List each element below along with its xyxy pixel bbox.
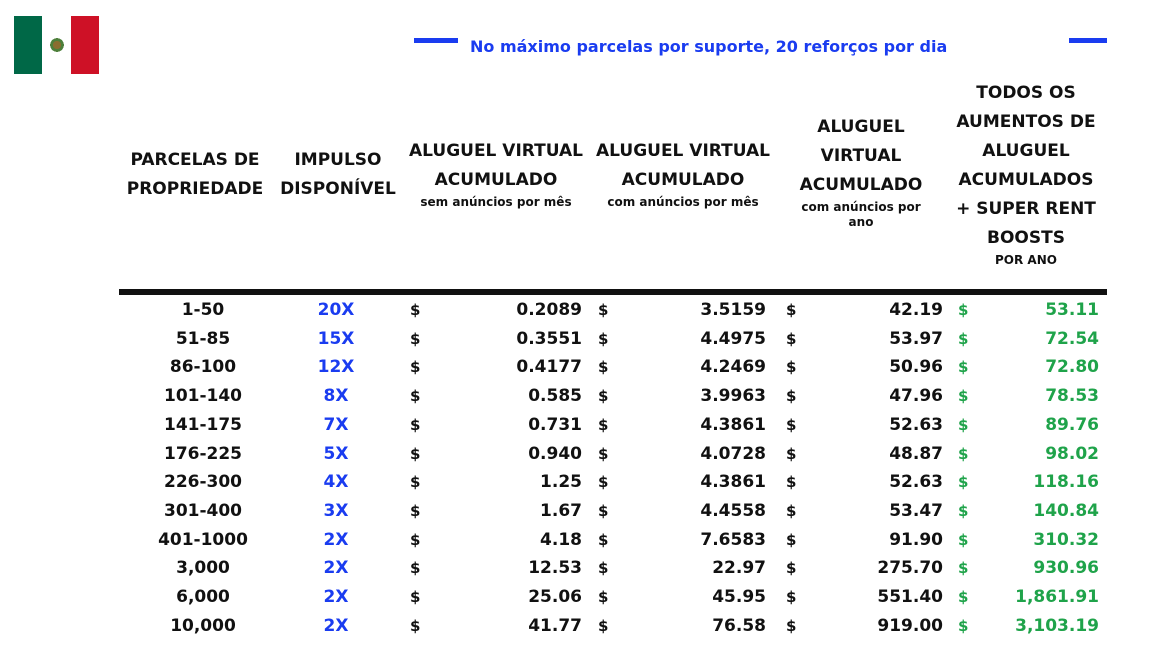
dollar-sign: $ — [598, 415, 609, 434]
header-yearly-ads-label: ALUGUEL VIRTUAL ACUMULADO — [799, 117, 923, 195]
cell-boost: 12X — [317, 357, 355, 378]
header-boost-label: IMPULSO DISPONÍVEL — [280, 150, 396, 199]
cell-parcels: 51-85 — [175, 328, 231, 349]
dollar-sign: $ — [410, 358, 421, 377]
cell-monthly-ads: 4.2469 — [700, 357, 766, 378]
table-row — [0, 382, 1157, 411]
dollar-sign: $ — [786, 616, 797, 635]
header-yearly-ads — [788, 113, 934, 230]
dollar-sign: $ — [598, 329, 609, 348]
cell-monthly-no-ads: 0.585 — [528, 386, 582, 407]
cell-yearly-ads: 551.40 — [877, 587, 943, 607]
cell-parcels: 86-100 — [169, 357, 237, 378]
dollar-sign: $ — [598, 501, 609, 520]
table-row — [0, 296, 1157, 325]
dollar-sign: $ — [410, 588, 421, 606]
cell-yearly-all: 118.16 — [1033, 472, 1099, 493]
dollar-sign: $ — [958, 559, 969, 578]
cell-yearly-all: 98.02 — [1045, 443, 1099, 464]
header-parcels-label: PARCELAS DE PROPRIEDADE — [126, 150, 264, 199]
cell-yearly-all: 89.76 — [1045, 414, 1099, 435]
flag-emblem-icon — [49, 37, 65, 53]
dollar-sign: $ — [410, 473, 421, 492]
dollar-sign: $ — [958, 588, 969, 606]
flag-stripe-green — [14, 16, 42, 74]
cell-monthly-ads: 76.58 — [712, 615, 766, 636]
dollar-sign: $ — [598, 387, 609, 406]
cell-yearly-ads: 53.47 — [889, 500, 943, 521]
dollar-sign: $ — [786, 588, 797, 606]
header-yearly-all — [950, 79, 1102, 268]
dollar-sign: $ — [786, 358, 797, 377]
dollar-sign: $ — [958, 530, 969, 549]
cell-yearly-all: 72.80 — [1045, 357, 1099, 378]
cell-yearly-ads: 53.97 — [889, 328, 943, 349]
dollar-sign: $ — [958, 616, 969, 635]
cell-monthly-ads: 7.6583 — [700, 529, 766, 550]
dollar-sign: $ — [958, 473, 969, 492]
cell-yearly-all: 930.96 — [1033, 558, 1099, 579]
dollar-sign: $ — [598, 530, 609, 549]
dollar-sign: $ — [410, 444, 421, 463]
cell-boost: 15X — [317, 328, 355, 349]
dollar-sign: $ — [958, 415, 969, 434]
cell-yearly-all: 140.84 — [1033, 500, 1099, 521]
flag-stripe-red — [71, 16, 99, 74]
cell-monthly-ads: 4.3861 — [700, 472, 766, 493]
cell-parcels: 226-300 — [163, 472, 243, 493]
cell-boost: 8X — [323, 386, 349, 407]
page-title: No máximo parcelas por suporte, 20 reforços por dia — [470, 37, 948, 56]
table-row — [0, 440, 1157, 469]
dollar-sign: $ — [786, 329, 797, 348]
header-monthly-ads — [594, 137, 772, 210]
cell-monthly-ads: 45.95 — [712, 587, 766, 607]
table-row — [0, 325, 1157, 354]
table-row — [0, 554, 1157, 583]
header-boost — [278, 146, 398, 204]
dollar-sign: $ — [786, 501, 797, 520]
cell-monthly-ads: 3.5159 — [700, 300, 766, 320]
dollar-sign: $ — [410, 559, 421, 578]
cell-monthly-no-ads: 25.06 — [528, 587, 582, 607]
table-row — [0, 612, 1157, 641]
dollar-sign: $ — [786, 530, 797, 549]
cell-yearly-ads: 47.96 — [889, 386, 943, 407]
cell-yearly-all: 78.53 — [1045, 386, 1099, 407]
cell-monthly-no-ads: 0.940 — [528, 443, 582, 464]
cell-yearly-ads: 52.63 — [889, 472, 943, 493]
cell-monthly-no-ads: 0.2089 — [516, 300, 582, 320]
title-dash-left — [414, 38, 458, 43]
table-row — [0, 526, 1157, 555]
dollar-sign: $ — [410, 415, 421, 434]
cell-yearly-all: 72.54 — [1045, 328, 1099, 349]
cell-yearly-all: 53.11 — [1045, 300, 1099, 320]
dollar-sign: $ — [598, 559, 609, 578]
dollar-sign: $ — [410, 329, 421, 348]
cell-yearly-ads: 919.00 — [877, 615, 943, 636]
dollar-sign: $ — [958, 329, 969, 348]
header-yearly-all-label: TODOS OS AUMENTOS DE ALUGUEL ACUMULADOS + SUPER RENT BOOSTS — [956, 83, 1096, 248]
cell-boost: 3X — [323, 500, 349, 521]
dollar-sign: $ — [786, 444, 797, 463]
cell-yearly-ads: 50.96 — [889, 357, 943, 378]
dollar-sign: $ — [598, 473, 609, 492]
cell-monthly-ads: 4.4975 — [700, 328, 766, 349]
cell-parcels: 6,000 — [176, 587, 230, 607]
header-parcels — [124, 146, 266, 204]
dollar-sign: $ — [410, 301, 421, 319]
cell-boost: 4X — [323, 472, 349, 493]
dollar-sign: $ — [786, 415, 797, 434]
cell-monthly-ads: 4.4558 — [700, 500, 766, 521]
cell-yearly-all: 310.32 — [1033, 529, 1099, 550]
cell-parcels: 176-225 — [163, 443, 243, 464]
cell-parcels: 101-140 — [163, 386, 243, 407]
dollar-sign: $ — [598, 444, 609, 463]
dollar-sign: $ — [958, 358, 969, 377]
header-monthly-no-ads — [406, 137, 586, 210]
cell-parcels: 3,000 — [176, 558, 230, 579]
header-monthly-no-ads-label: ALUGUEL VIRTUAL ACUMULADO — [409, 141, 583, 190]
cell-yearly-ads: 52.63 — [889, 414, 943, 435]
cell-monthly-ads: 22.97 — [712, 558, 766, 579]
header-monthly-ads-label: ALUGUEL VIRTUAL ACUMULADO — [596, 141, 770, 190]
cell-yearly-all: 3,103.19 — [1015, 615, 1099, 636]
cell-monthly-ads: 3.9963 — [700, 386, 766, 407]
cell-yearly-ads: 275.70 — [877, 558, 943, 579]
cell-monthly-ads: 4.3861 — [700, 414, 766, 435]
dollar-sign: $ — [598, 616, 609, 635]
cell-parcels: 10,000 — [170, 615, 236, 636]
cell-boost: 7X — [323, 414, 349, 435]
cell-monthly-no-ads: 4.18 — [540, 529, 582, 550]
dollar-sign: $ — [598, 358, 609, 377]
cell-boost: 20X — [317, 300, 355, 320]
cell-monthly-no-ads: 0.3551 — [516, 328, 582, 349]
table-row — [0, 468, 1157, 497]
dollar-sign: $ — [786, 473, 797, 492]
title-dash-right — [1069, 38, 1107, 43]
cell-monthly-no-ads: 0.731 — [528, 414, 582, 435]
cell-parcels: 1-50 — [181, 300, 225, 320]
dollar-sign: $ — [786, 387, 797, 406]
dollar-sign: $ — [410, 616, 421, 635]
dollar-sign: $ — [958, 501, 969, 520]
cell-boost: 2X — [323, 615, 349, 636]
table-row — [0, 353, 1157, 382]
dollar-sign: $ — [598, 301, 609, 319]
dollar-sign: $ — [958, 301, 969, 319]
cell-boost: 2X — [323, 558, 349, 579]
dollar-sign: $ — [410, 387, 421, 406]
cell-yearly-ads: 91.90 — [889, 529, 943, 550]
mexico-flag-icon — [14, 16, 99, 74]
header-monthly-ads-sub: com anúncios por mês — [607, 195, 759, 209]
cell-monthly-no-ads: 0.4177 — [516, 357, 582, 378]
table-row — [0, 411, 1157, 440]
dollar-sign: $ — [598, 588, 609, 606]
dollar-sign: $ — [410, 501, 421, 520]
dollar-sign: $ — [786, 301, 797, 319]
cell-yearly-ads: 48.87 — [889, 443, 943, 464]
dollar-sign: $ — [410, 530, 421, 549]
cell-parcels: 301-400 — [163, 500, 243, 521]
cell-monthly-no-ads: 1.67 — [540, 500, 582, 521]
cell-boost: 2X — [323, 529, 349, 550]
dollar-sign: $ — [958, 387, 969, 406]
header-yearly-ads-sub: com anúncios por ano — [801, 200, 921, 229]
header-yearly-all-sub: POR ANO — [995, 253, 1057, 267]
cell-boost: 5X — [323, 443, 349, 464]
header-divider — [119, 289, 1107, 295]
cell-parcels: 141-175 — [163, 414, 243, 435]
table-row — [0, 497, 1157, 526]
dollar-sign: $ — [786, 559, 797, 578]
cell-boost: 2X — [323, 587, 349, 607]
cell-monthly-no-ads: 41.77 — [528, 615, 582, 636]
cell-yearly-ads: 42.19 — [889, 300, 943, 320]
cell-monthly-ads: 4.0728 — [700, 443, 766, 464]
table-row — [0, 583, 1157, 612]
header-monthly-no-ads-sub: sem anúncios por mês — [420, 195, 572, 209]
cell-yearly-all: 1,861.91 — [1015, 587, 1099, 607]
cell-monthly-no-ads: 1.25 — [540, 472, 582, 493]
cell-parcels: 401-1000 — [158, 529, 248, 550]
cell-monthly-no-ads: 12.53 — [528, 558, 582, 579]
dollar-sign: $ — [958, 444, 969, 463]
